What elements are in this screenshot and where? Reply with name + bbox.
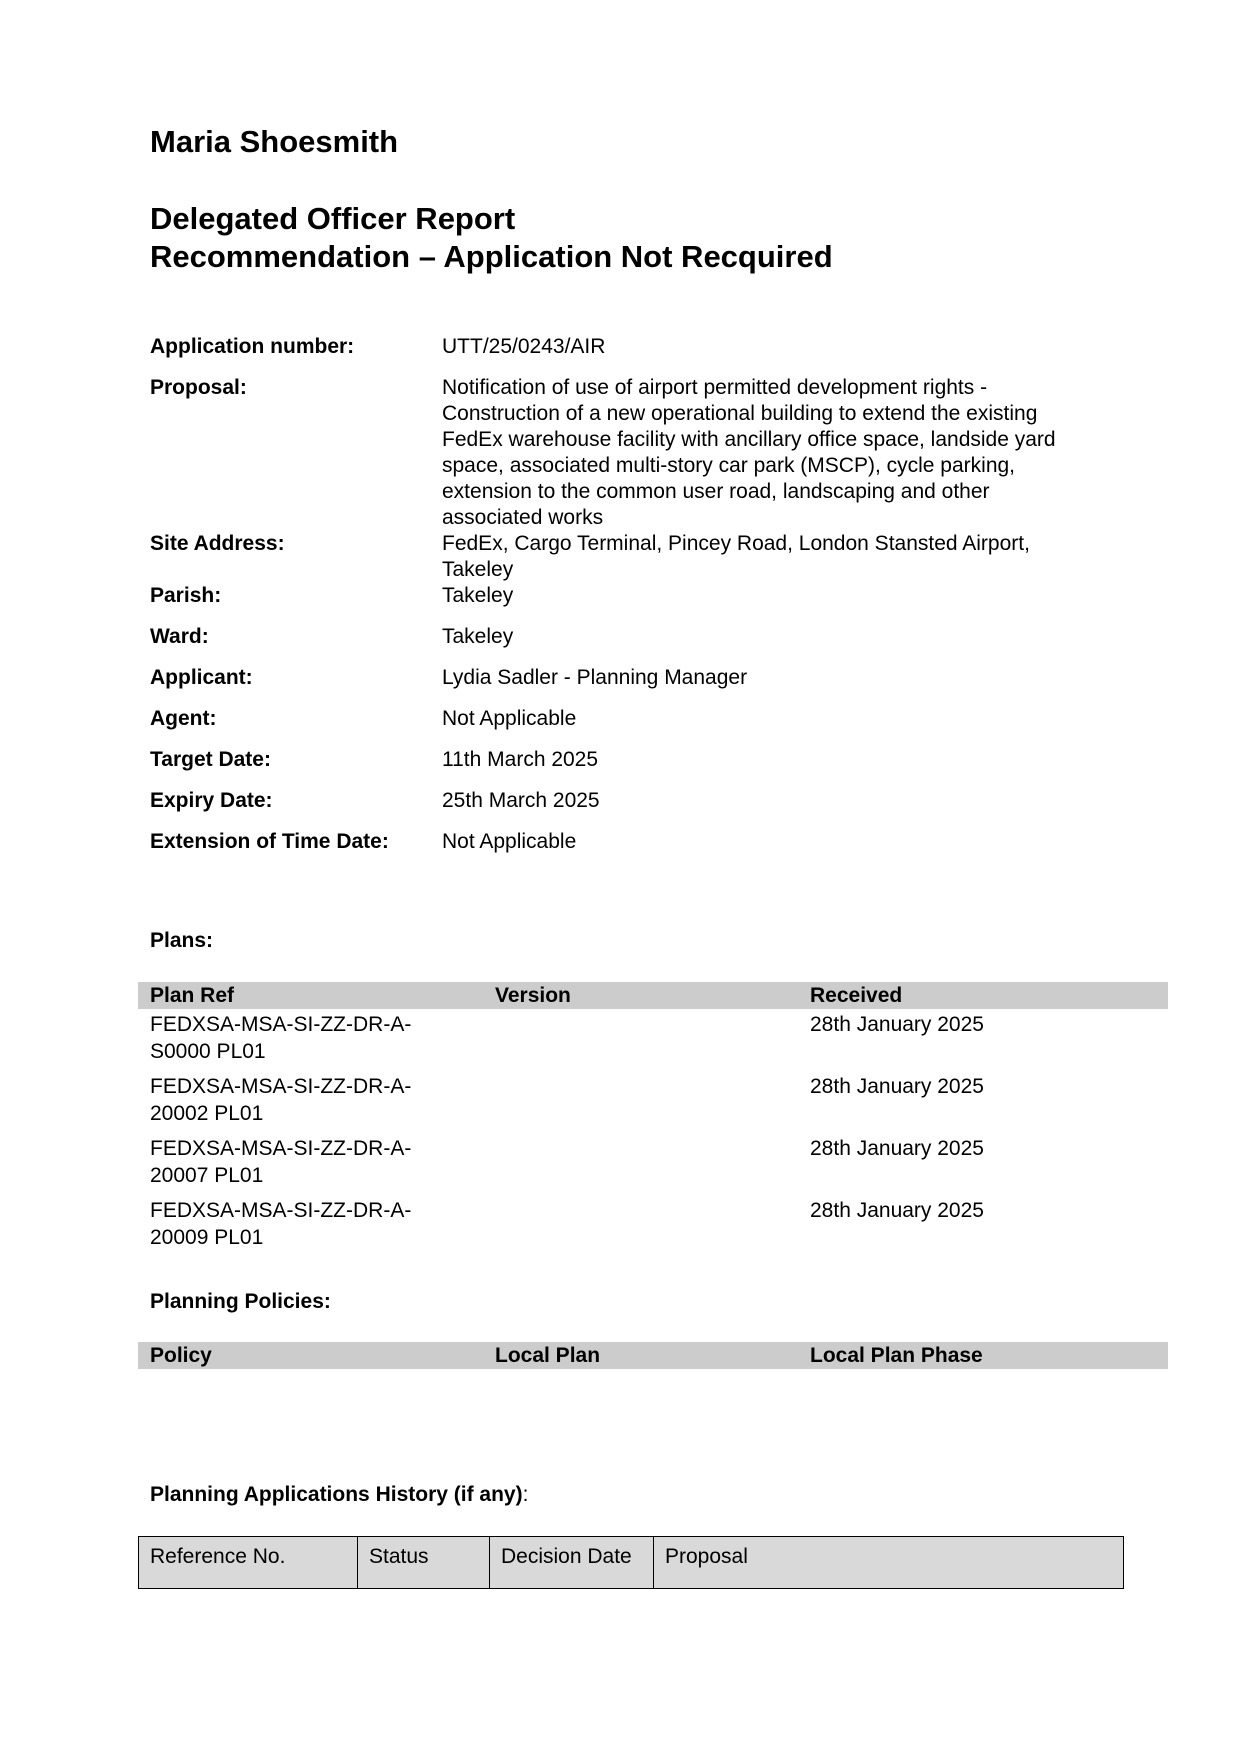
detail-label: Site Address: [150,532,285,555]
column-header-local-plan: Local Plan [495,1344,601,1367]
detail-label: Expiry Date: [150,789,273,812]
history-heading-text: Planning Applications History (if any) [150,1483,523,1506]
detail-row-site-address [150,531,1100,583]
plan-ref-cell [138,1011,483,1065]
column-header-reference-no: Reference No. [139,1537,358,1588]
table-row [138,1135,1168,1189]
detail-row-ward [150,624,1100,650]
policies-table [138,1342,1168,1369]
detail-value: Notification of use of airport permitted development rights - Construction of a new operational building to extend the existing FedEx warehouse facility with ancillary office space, landside yard space, associated multi-story car park (MSCP), cycle parking, extension to the common user road, landscaping and other associated works [442,376,1056,529]
history-heading [150,1483,528,1507]
detail-label: Extension of Time Date: [150,830,389,853]
detail-value: Lydia Sadler - Planning Manager [442,666,748,689]
plan-version-cell [483,1011,798,1065]
report-title-line1: Delegated Officer Report [150,201,516,236]
table-row [138,1197,1168,1251]
detail-value: Not Applicable [442,830,577,853]
plan-ref-line: FEDXSA-MSA-SI-ZZ-DR-A- [150,1013,412,1036]
detail-value: UTT/25/0243/AIR [442,335,606,358]
detail-row-agent [150,706,1100,732]
plan-version-cell [483,1135,798,1189]
plan-version-cell [483,1197,798,1251]
plan-ref-cell [138,1197,483,1251]
plans-table-header [138,982,1168,1009]
detail-row-application-number [150,334,1100,360]
plan-received-cell: 28th January 2025 [810,1013,984,1036]
plan-ref-line: FEDXSA-MSA-SI-ZZ-DR-A- [150,1075,412,1098]
plan-ref-cell [138,1073,483,1127]
detail-row-expiry-date [150,788,1100,814]
detail-value: FedEx, Cargo Terminal, Pincey Road, London Stansted Airport, Takeley [442,532,1030,581]
plan-received-cell: 28th January 2025 [810,1199,984,1222]
report-title [150,200,833,276]
author-name: Maria Shoesmith [150,124,399,159]
plans-table [138,982,1168,1251]
column-header-received: Received [810,984,903,1007]
detail-value: 25th March 2025 [442,789,600,812]
history-table [138,1536,1124,1589]
detail-label: Target Date: [150,748,271,771]
column-header-decision-date: Decision Date [490,1537,654,1588]
plan-ref-line: 20002 PL01 [150,1102,264,1125]
plan-ref-line: 20007 PL01 [150,1164,264,1187]
column-header-version: Version [495,984,571,1007]
detail-row-target-date [150,747,1100,773]
table-row [138,1011,1168,1065]
detail-row-proposal [150,375,1100,531]
plan-received-cell: 28th January 2025 [810,1137,984,1160]
detail-label: Proposal: [150,376,247,399]
column-header-status: Status [358,1537,490,1588]
detail-row-applicant [150,665,1100,691]
detail-label: Ward: [150,625,209,648]
column-header-proposal: Proposal [665,1545,748,1568]
detail-label: Parish: [150,584,222,607]
detail-value: Takeley [442,584,514,607]
detail-label: Application number: [150,335,355,358]
detail-value: 11th March 2025 [442,748,599,771]
policies-heading: Planning Policies: [150,1290,331,1313]
plans-heading: Plans: [150,929,214,952]
plan-ref-cell [138,1135,483,1189]
column-header-plan-ref: Plan Ref [150,984,235,1007]
detail-value: Takeley [442,625,514,648]
plan-ref-line: FEDXSA-MSA-SI-ZZ-DR-A- [150,1137,412,1160]
column-header-policy: Policy [150,1344,212,1367]
plan-ref-line: S0000 PL01 [150,1040,266,1063]
detail-row-extension-date [150,829,1100,855]
plan-received-cell: 28th January 2025 [810,1075,984,1098]
application-details [150,334,1100,855]
policies-table-header [138,1342,1168,1369]
detail-label: Applicant: [150,666,253,689]
plan-ref-line: FEDXSA-MSA-SI-ZZ-DR-A- [150,1199,412,1222]
plan-ref-line: 20009 PL01 [150,1226,264,1249]
report-title-line2: Recommendation – Application Not Recquired [150,239,833,274]
table-row [138,1073,1168,1127]
plan-version-cell [483,1073,798,1127]
column-header-local-plan-phase: Local Plan Phase [810,1344,983,1367]
detail-label: Agent: [150,707,217,730]
detail-row-parish [150,583,1100,609]
detail-value: Not Applicable [442,707,577,730]
history-heading-colon: : [522,1483,529,1506]
